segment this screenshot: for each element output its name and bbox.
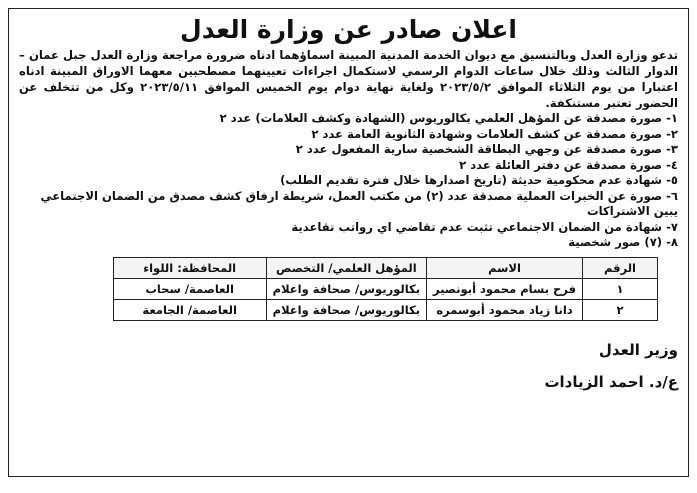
signature-role: وزير العدل [598, 340, 678, 359]
requirement-item: ٢- صورة مصدقة عن كشف العلامات وشهادة الثانوية العامة عدد ٢ [311, 126, 678, 141]
row-number: ٢ [583, 299, 658, 320]
row-governorate: العاصمة/ سحاب [113, 278, 266, 299]
candidates-table [113, 257, 658, 321]
announcement-intro: تدعو وزارة العدل وبالتنسيق مع ديوان الخدمة المدنية المبينة اسماؤهما ادناه ضرورة مراجعة وزارة العدل جبل عمان – الدوار الثالث وذلك خلال ساعات الدوام الرسمي لاستكمال اجراءات تعيينهما مصطحبين معهما الاوراق المبينة ادناه اعتبارا من يوم الثلاثاء الموافق ٢٠٢٣/٥/٢ ولغاية نهاية دوام يوم الخميس الموافق ٢٠٢٣/٥/١١ وكل من تتخلف عن الحضور تعتبر مستنكفة. [19, 48, 678, 110]
header-number: الرقم [583, 257, 658, 278]
announcement-title: اعلان صادر عن وزارة العدل [180, 15, 517, 44]
requirement-item: ٨- (٧) صور شخصية [568, 235, 678, 249]
signature-block [19, 339, 678, 393]
table-header-row [113, 257, 657, 278]
signature-signer: ع/د. احمد الزيادات [544, 372, 678, 391]
requirement-item: ١- صورة مصدقة عن المؤهل العلمي بكالوريوس (الشهادة وكشف العلامات) عدد ٢ [219, 111, 678, 125]
header-name: الاسم [427, 257, 583, 278]
requirement-item: ٤- صورة مصدقة عن دفتر العائلة عدد ٢ [459, 157, 678, 172]
requirement-item: ٦- صورة عن الخبرات العملية مصدقة عدد (٢) من مكتب العمل، شريطة ارفاق كشف مصدق من الضمان الاجتماعي يبين الاشتراكات [40, 188, 678, 218]
requirements-list [19, 111, 678, 251]
row-qualification: بكالوريوس/ صحافة واعلام [266, 278, 426, 299]
header-governorate: المحافظة: اللواء [113, 257, 266, 278]
header-qualification: المؤهل العلمي/ التخصص [266, 257, 426, 278]
row-qualification: بكالوريوس/ صحافة واعلام [266, 299, 426, 320]
requirement-item: ٧- شهادة من الضمان الاجتماعي تثبت عدم تقاضي اي رواتب تقاعدية [291, 219, 678, 234]
table-row [113, 299, 657, 320]
row-name: فرح بسام محمود أبونصير [427, 278, 583, 299]
announcement-page [8, 8, 689, 477]
table-row [113, 278, 657, 299]
row-name: دانا زياد محمود أبوسمره [427, 299, 583, 320]
requirement-item: ٥- شهادة عدم محكومية حديثة (تاريخ اصدارها خلال فترة تقديم الطلب) [280, 173, 678, 187]
row-number: ١ [583, 278, 658, 299]
row-governorate: العاصمة/ الجامعة [113, 299, 266, 320]
requirement-item: ٣- صورة مصدقة عن وجهي البطاقة الشخصية سارية المفعول عدد ٢ [295, 142, 678, 156]
